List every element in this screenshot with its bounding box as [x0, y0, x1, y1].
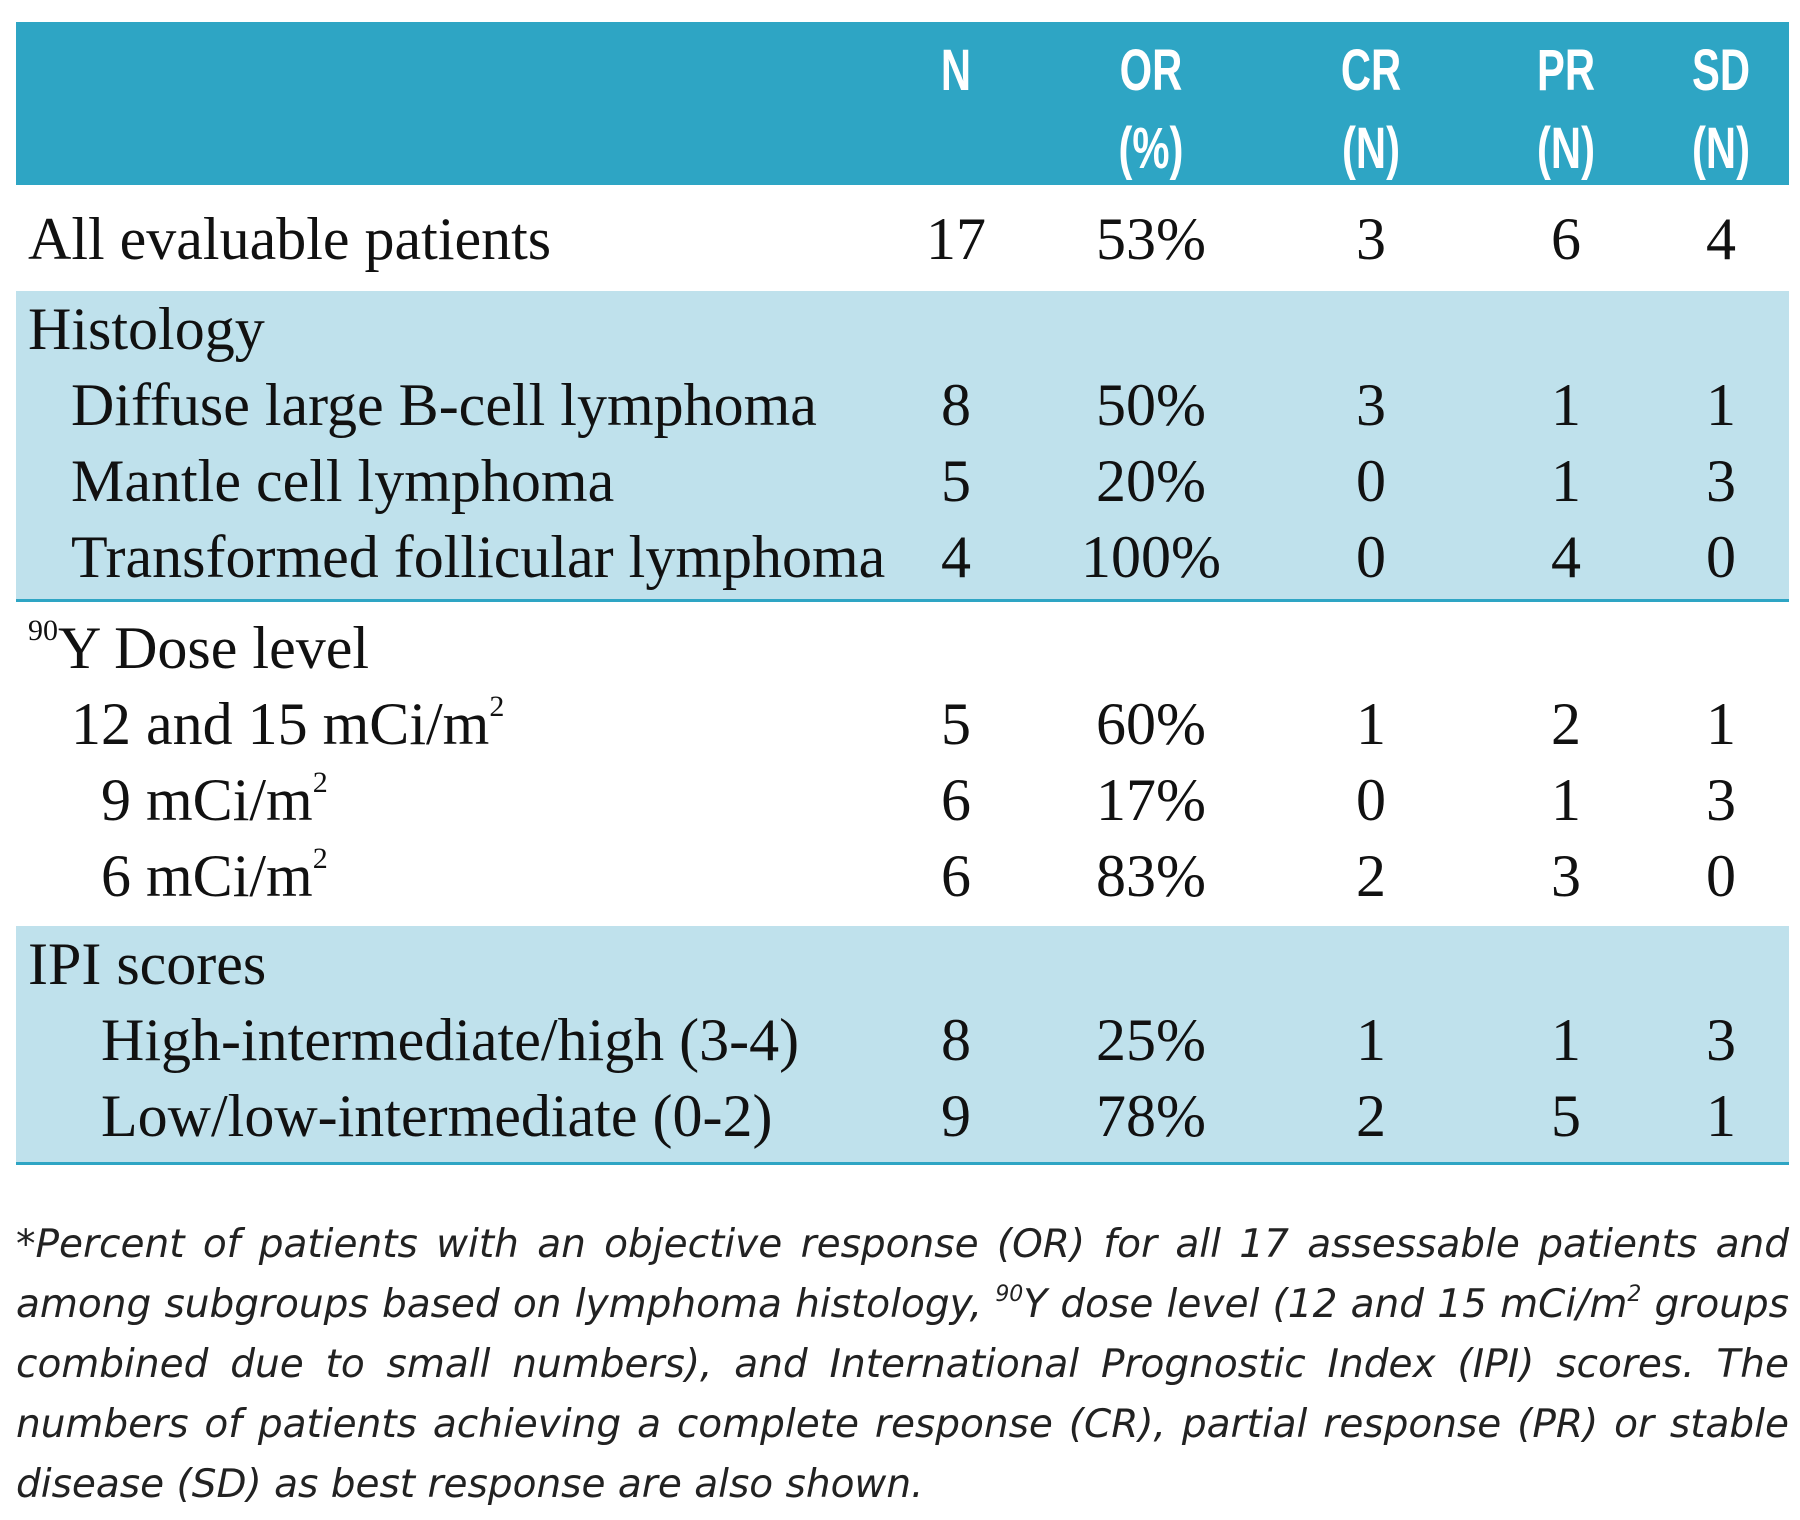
table-row [16, 1002, 1789, 1078]
table-row [16, 762, 1789, 838]
cell-pr: 1 [1551, 1007, 1581, 1073]
header-cr: CR (N) [1340, 38, 1402, 181]
cell-sd: 0 [1706, 524, 1736, 590]
row-label: Diffuse large B-cell lymphoma [71, 372, 817, 438]
histology-section [16, 291, 1789, 599]
all-patients-section [16, 185, 1789, 291]
cell-or: 25% [1096, 1007, 1206, 1073]
cell-sd: 3 [1706, 1007, 1736, 1073]
row-label: 12 and 15 mCi/$m^2$ [71, 690, 505, 757]
ipi-section [16, 926, 1789, 1162]
cell-or: 78% [1096, 1083, 1206, 1149]
cell-cr: 2 [1356, 1083, 1386, 1149]
dose-section [16, 602, 1789, 926]
table-footnote: *Percent of patients with an objective response (OR) for all 17 assessable patients and among subgroups based on lymphoma histology, $^{90}$Y dose level (12 and 15 mCi/$m^2$ groups combined due to small numbers), and International Prognostic Index (IPI) scores. The numbers of patients achieving a complete response (CR), partial response (PR) or stable disease (SD) as best response are also shown. [16, 1222, 1790, 1507]
ipi-title: IPI scores [28, 931, 267, 997]
cell-cr: 3 [1356, 372, 1386, 438]
row-label: Low/low-intermediate (0-2) [101, 1083, 773, 1149]
table-row [16, 443, 1789, 519]
cell-pr: 1 [1551, 372, 1581, 438]
table-row [16, 838, 1789, 914]
cell-or: 53% [1096, 206, 1206, 272]
histology-title: Histology [28, 296, 265, 362]
table-bottom-rule [16, 1162, 1789, 1165]
cell-pr: 2 [1551, 691, 1581, 757]
section-title-row [16, 291, 1789, 367]
cell-n: 5 [941, 691, 971, 757]
cell-sd: 1 [1706, 1083, 1736, 1149]
cell-n: 6 [941, 767, 971, 833]
cell-or: 100% [1081, 524, 1221, 590]
cell-n: 9 [941, 1083, 971, 1149]
cell-or: 60% [1096, 691, 1206, 757]
cell-pr: 5 [1551, 1083, 1581, 1149]
cell-sd: 4 [1706, 206, 1736, 272]
table-row [16, 1078, 1789, 1154]
cell-sd: 3 [1706, 448, 1736, 514]
header-pr: PR (N) [1536, 38, 1596, 181]
cell-pr: 4 [1551, 524, 1581, 590]
row-label: 9 mCi/$m^2$ [101, 766, 328, 833]
cell-or: 50% [1096, 372, 1206, 438]
row-label: Mantle cell lymphoma [71, 448, 615, 514]
table-row [16, 519, 1789, 595]
cell-pr: 1 [1551, 448, 1581, 514]
cell-cr: 0 [1356, 767, 1386, 833]
table-row [16, 367, 1789, 443]
row-label: All evaluable patients [28, 206, 552, 272]
cell-sd: 1 [1706, 372, 1736, 438]
cell-or: 83% [1096, 843, 1206, 909]
header-or: OR (%) [1118, 38, 1184, 181]
cell-sd: 1 [1706, 691, 1736, 757]
cell-cr: 0 [1356, 524, 1386, 590]
cell-cr: 2 [1356, 843, 1386, 909]
section-title-row [16, 926, 1789, 1002]
row-label: High-intermediate/high (3-4) [101, 1007, 800, 1073]
results-table [16, 22, 1789, 1165]
table-row [16, 686, 1789, 762]
cell-or: 17% [1096, 767, 1206, 833]
cell-sd: 3 [1706, 767, 1736, 833]
cell-pr: 1 [1551, 767, 1581, 833]
dose-title: $^{90}$Y Dose level [28, 614, 370, 681]
cell-pr: 6 [1551, 206, 1581, 272]
cell-n: 6 [941, 843, 971, 909]
header-n: N [940, 38, 972, 103]
cell-n: 17 [926, 206, 986, 272]
cell-cr: 1 [1356, 691, 1386, 757]
cell-sd: 0 [1706, 843, 1736, 909]
section-title-row [16, 610, 1789, 686]
table-row [16, 201, 1789, 277]
cell-n: 8 [941, 372, 971, 438]
cell-cr: 0 [1356, 448, 1386, 514]
cell-n: 4 [941, 524, 971, 590]
cell-or: 20% [1096, 448, 1206, 514]
cell-cr: 1 [1356, 1007, 1386, 1073]
row-label: 6 mCi/$m^2$ [101, 842, 328, 909]
table-header [16, 22, 1789, 185]
cell-n: 8 [941, 1007, 971, 1073]
row-label: Transformed follicular lymphoma [71, 524, 886, 590]
cell-n: 5 [941, 448, 971, 514]
header-sd: SD (N) [1691, 38, 1751, 181]
cell-pr: 3 [1551, 843, 1581, 909]
cell-cr: 3 [1356, 206, 1386, 272]
